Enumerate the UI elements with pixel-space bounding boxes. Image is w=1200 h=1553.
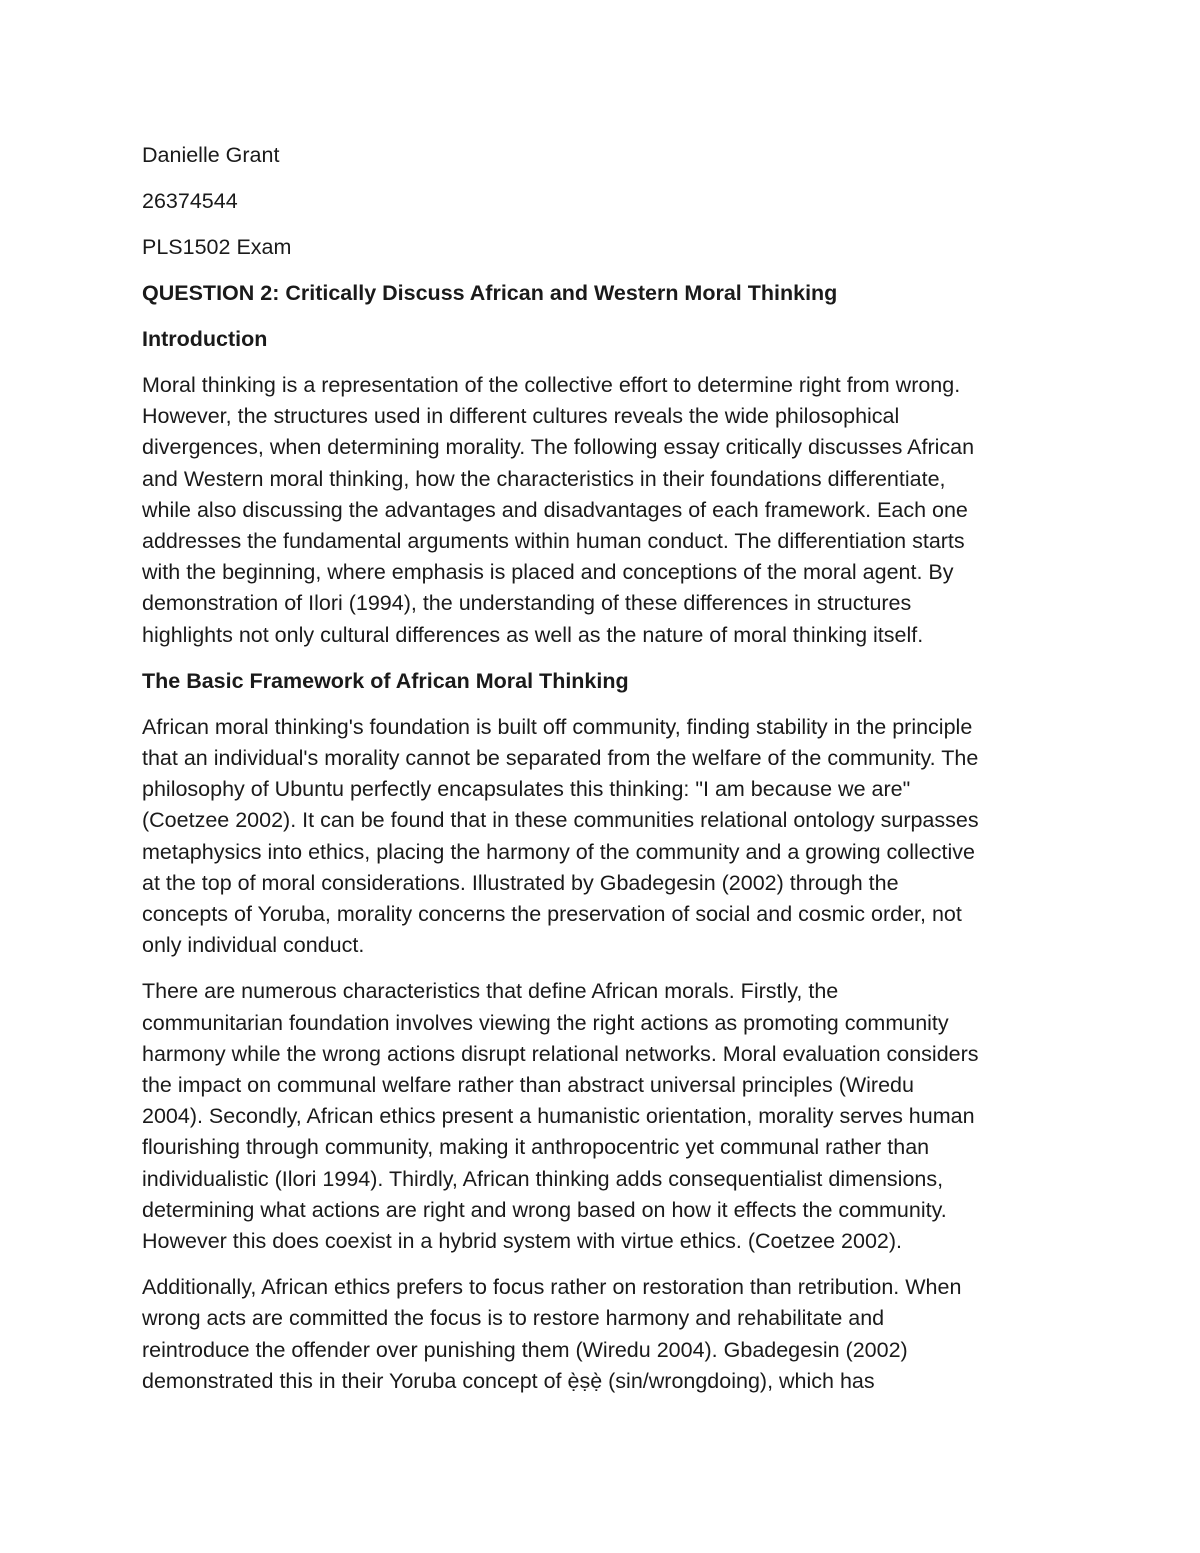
paragraph-line: while also discussing the advantages and disadvantages of each framework. Each one bbox=[142, 497, 968, 522]
paragraph-line: demonstration of Ilori (1994), the understanding of these differences in structures bbox=[142, 591, 912, 616]
paragraph-line: African moral thinking's foundation is built off community, finding stability in the principle bbox=[142, 714, 973, 739]
paragraph-line: determining what actions are right and wrong based on how it effects the community. bbox=[142, 1197, 947, 1222]
paragraph bbox=[142, 976, 1062, 1257]
paragraph-line: Additionally, African ethics prefers to focus rather on restoration than retribution. When bbox=[142, 1275, 962, 1300]
paragraph-line: reintroduce the offender over punishing them (Wiredu 2004). Gbadegesin (2002) bbox=[142, 1337, 908, 1362]
paragraph-line: However, the structures used in different cultures reveals the wide philosophical bbox=[142, 404, 900, 429]
paragraph-line: harmony while the wrong actions disrupt relational networks. Moral evaluation considers bbox=[142, 1041, 979, 1066]
paragraph-line: individualistic (Ilori 1994). Thirdly, African thinking adds consequentialist dimensions, bbox=[142, 1166, 944, 1191]
paragraph-line: that an individual's morality cannot be separated from the welfare of the community. The bbox=[142, 746, 979, 771]
paragraph-line: addresses the fundamental arguments within human conduct. The differentiation starts bbox=[142, 529, 965, 554]
paragraph-line: at the top of moral considerations. Illustrated by Gbadegesin (2002) through the bbox=[142, 870, 899, 895]
paragraph-line: and Western moral thinking, how the characteristics in their foundations differentiate, bbox=[142, 466, 946, 491]
paragraph-line: concepts of Yoruba, morality concerns the preservation of social and cosmic order, not bbox=[142, 902, 962, 927]
student-number: 26374544 bbox=[142, 189, 238, 213]
paragraph-line: 2004). Secondly, African ethics present a humanistic orientation, morality serves human bbox=[142, 1104, 975, 1129]
paragraph-line: Moral thinking is a representation of the collective effort to determine right from wrong. bbox=[142, 373, 961, 397]
section-heading: The Basic Framework of African Moral Thinking bbox=[142, 668, 629, 693]
author-name: Danielle Grant bbox=[142, 143, 280, 167]
paragraph-line: (Coetzee 2002). It can be found that in these communities relational ontology surpasses bbox=[142, 808, 979, 833]
paragraph-line: highlights not only cultural differences as well as the nature of moral thinking itself. bbox=[142, 622, 924, 647]
paragraph-line: only individual conduct. bbox=[142, 933, 365, 958]
section-heading: Introduction bbox=[142, 327, 268, 351]
exam-title: PLS1502 Exam bbox=[142, 235, 292, 259]
paragraph bbox=[142, 712, 1062, 962]
paragraph-line: wrong acts are committed the focus is to restore harmony and rehabilitate and bbox=[142, 1306, 885, 1331]
paragraph-line: with the beginning, where emphasis is placed and conceptions of the moral agent. By bbox=[142, 560, 954, 585]
paragraph-line: philosophy of Ubuntu perfectly encapsulates this thinking: "I am because we are" bbox=[142, 777, 911, 802]
question-title: QUESTION 2: Critically Discuss African and Western Moral Thinking bbox=[142, 281, 838, 305]
document-page bbox=[142, 140, 1062, 1412]
paragraph-line: divergences, when determining morality. The following essay critically discusses African bbox=[142, 435, 975, 460]
paragraph-line: demonstrated this in their Yoruba concept of ẹ̀ṣẹ̀ (sin/wrongdoing), which has bbox=[142, 1368, 875, 1393]
paragraph bbox=[142, 1272, 1062, 1397]
paragraph-line: communitarian foundation involves viewing the right actions as promoting community bbox=[142, 1010, 949, 1035]
paragraph-line: There are numerous characteristics that define African morals. Firstly, the bbox=[142, 979, 839, 1004]
paragraph-line: flourishing through community, making it anthropocentric yet communal rather than bbox=[142, 1135, 930, 1160]
paragraph-line: metaphysics into ethics, placing the harmony of the community and a growing collective bbox=[142, 839, 975, 864]
paragraph bbox=[142, 370, 1062, 651]
paragraph-line: the impact on communal welfare rather than abstract universal principles (Wiredu bbox=[142, 1073, 914, 1098]
document-body bbox=[142, 324, 1062, 1397]
paragraph-line: However this does coexist in a hybrid system with virtue ethics. (Coetzee 2002). bbox=[142, 1229, 902, 1254]
